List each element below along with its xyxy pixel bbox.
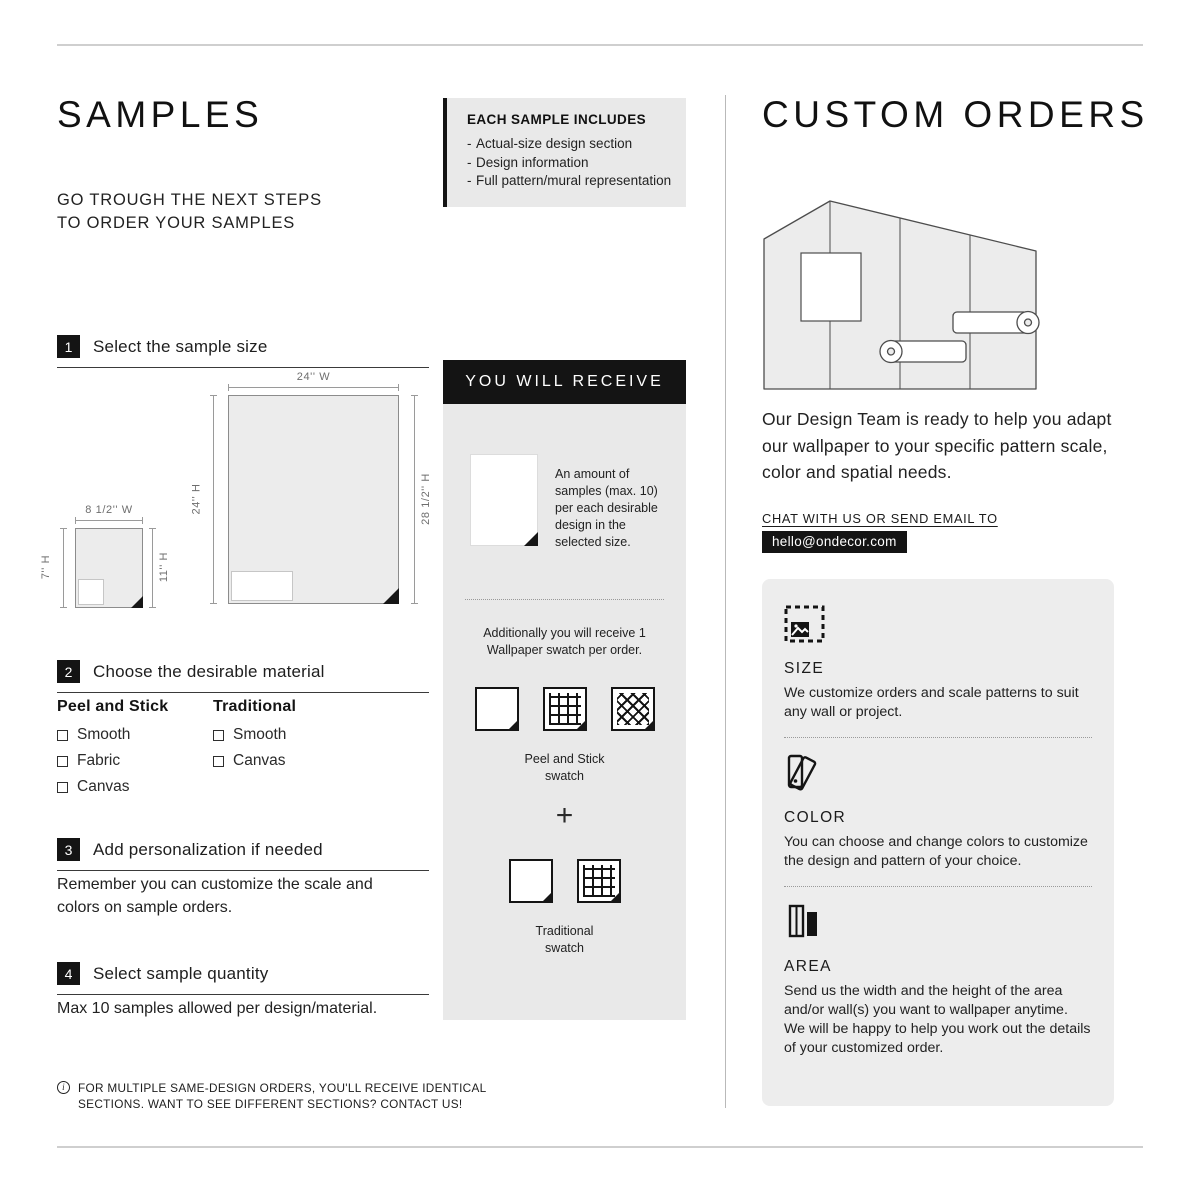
- traditional-swatch-row: [443, 859, 686, 903]
- step-2-label: Choose the desirable material: [93, 661, 325, 681]
- large-sample-right-dim-line: [414, 395, 415, 604]
- samples-title: SAMPLES: [57, 94, 264, 135]
- material-option-label: Canvas: [77, 778, 130, 795]
- large-sample-height-left-label: 24'' H: [190, 483, 203, 515]
- chat-with-us-label: CHAT WITH US OR SEND EMAIL TO: [762, 511, 998, 526]
- info-icon: i: [57, 1081, 70, 1094]
- checkbox-icon: [57, 756, 68, 767]
- swatch-plain-icon: [475, 687, 519, 731]
- material-column-title: Traditional: [213, 698, 297, 715]
- large-sample-height-right-label: 28 1/2'' H: [419, 473, 432, 525]
- step-3-description: Remember you can customize the scale and colors on sample orders.: [57, 876, 373, 916]
- small-sample-width-dim-line: [75, 520, 143, 521]
- step-4-label: Select sample quantity: [93, 963, 269, 983]
- footnote: [57, 1080, 517, 1112]
- feature-text: Send us the width and the height of the area and/or wall(s) you want to wallpaper anytime. We will be happy to help you work out the details of your customized order.: [784, 983, 1091, 1056]
- checkbox-icon: [213, 756, 224, 767]
- column-divider: [725, 95, 726, 1108]
- step-1-number: 1: [57, 335, 80, 358]
- swatch-grid-icon: [577, 859, 621, 903]
- checkbox-icon: [213, 730, 224, 741]
- step-2-number: 2: [57, 660, 80, 683]
- feature-area: [784, 901, 1092, 1058]
- material-option-label: Fabric: [77, 752, 121, 769]
- swatch-grid-icon: [543, 687, 587, 731]
- large-sample-inner-section: [231, 571, 293, 601]
- samples-amount-text: An amount of samples (max. 10) per each desirable design in the selected size.: [555, 467, 658, 549]
- material-option-label: Canvas: [233, 752, 286, 769]
- material-option-label: Smooth: [233, 726, 287, 743]
- step-4-description: Max 10 samples allowed per design/material.: [57, 1000, 378, 1017]
- feature-title: AREA: [784, 958, 832, 975]
- peel-and-stick-swatch-row: [443, 687, 686, 731]
- large-sample-left-dim-line: [213, 395, 214, 604]
- small-sample-height-right-label: 11'' H: [158, 551, 171, 583]
- receive-panel-header: YOU WILL RECEIVE: [443, 360, 686, 404]
- step-3-label: Add personalization if needed: [93, 839, 323, 859]
- material-option-fabric[interactable]: [57, 752, 168, 770]
- folded-corner-icon: [131, 596, 143, 608]
- material-option-smooth[interactable]: [213, 726, 296, 744]
- includes-item: - Full pattern/mural representation: [467, 172, 674, 191]
- plus-icon: +: [555, 799, 574, 832]
- large-sample-width-label: 24'' W: [296, 371, 331, 383]
- samples-subtitle-line2: TO ORDER YOUR SAMPLES: [57, 214, 296, 232]
- footnote-text: FOR MULTIPLE SAME-DESIGN ORDERS, YOU'LL RECEIVE IDENTICAL SECTIONS. WANT TO SEE DIFFERENT SECTIONS? CONTACT US!: [78, 1081, 487, 1111]
- step-1-header: [57, 335, 429, 368]
- material-option-canvas[interactable]: [57, 778, 168, 796]
- traditional-swatch-label: Traditional swatch: [535, 924, 594, 955]
- step-3-number: 3: [57, 838, 80, 861]
- material-option-label: Smooth: [77, 726, 131, 743]
- folded-corner-icon: [383, 588, 399, 604]
- custom-orders-intro: Our Design Team is ready to help you adapt our wallpaper to your specific pattern scale, color and spatial needs.: [762, 409, 1112, 482]
- you-will-receive-panel: [443, 360, 686, 1020]
- email-link[interactable]: hello@ondecor.com: [762, 531, 907, 553]
- material-column-traditional: [213, 698, 296, 778]
- includes-title: EACH SAMPLE INCLUDES: [467, 112, 647, 127]
- size-icon: [784, 605, 826, 643]
- feature-color: [784, 752, 1092, 871]
- samples-subtitle: [57, 189, 322, 235]
- step-1-label: Select the sample size: [93, 336, 268, 356]
- samples-subtitle-line1: GO TROUGH THE NEXT STEPS: [57, 191, 322, 209]
- small-sample-left-dim-line: [63, 528, 64, 608]
- area-icon: [784, 901, 824, 941]
- step-2-header: [57, 660, 429, 693]
- large-sample-rect: [228, 395, 399, 604]
- feature-text: You can choose and change colors to customize the design and pattern of your choice.: [784, 834, 1088, 869]
- dotted-divider: [784, 886, 1092, 887]
- folded-corner-icon: [507, 719, 519, 731]
- step-4-header: [57, 962, 429, 995]
- checkbox-icon: [57, 730, 68, 741]
- includes-item: - Actual-size design section: [467, 135, 674, 154]
- color-icon: [784, 752, 824, 792]
- small-sample-height-left-label: 7'' H: [40, 554, 53, 580]
- swatch-crosshatch-icon: [611, 687, 655, 731]
- folded-corner-icon: [643, 719, 655, 731]
- bottom-divider: [57, 1146, 1143, 1148]
- step-3-header: [57, 838, 429, 871]
- additional-swatch-text: Additionally you will receive 1 Wallpaper swatch per order.: [483, 626, 646, 657]
- small-sample-rect: [75, 528, 143, 608]
- folded-corner-icon: [541, 891, 553, 903]
- feature-text: We customize orders and scale patterns to suit any wall or project.: [784, 685, 1079, 720]
- checkbox-icon: [57, 782, 68, 793]
- wallpaper-wall-illustration: [760, 196, 1042, 394]
- sample-sheet-row: [443, 404, 686, 551]
- material-column-peel-and-stick: [57, 698, 168, 804]
- top-divider: [57, 44, 1143, 46]
- sample-sheet-icon: [470, 454, 538, 546]
- feature-size: [784, 605, 1092, 722]
- small-sample-inner-section: [78, 579, 104, 605]
- includes-item: - Design information: [467, 154, 674, 173]
- material-option-canvas[interactable]: [213, 752, 296, 770]
- peel-and-stick-swatch-label: Peel and Stick swatch: [524, 752, 605, 783]
- small-sample-width-label: 8 1/2'' W: [85, 504, 133, 516]
- dotted-divider: [784, 737, 1092, 738]
- folded-corner-icon: [524, 532, 538, 546]
- each-sample-includes-box: [443, 98, 686, 207]
- material-column-title: Peel and Stick: [57, 698, 169, 715]
- custom-orders-title: CUSTOM ORDERS: [762, 94, 1149, 135]
- custom-order-features-panel: [762, 579, 1114, 1106]
- step-4-number: 4: [57, 962, 80, 985]
- small-sample-right-dim-line: [152, 528, 153, 608]
- feature-title: COLOR: [784, 809, 847, 826]
- material-option-smooth[interactable]: [57, 726, 168, 744]
- dotted-divider: [465, 599, 664, 600]
- large-sample-width-dim-line: [228, 387, 399, 388]
- swatch-plain-icon: [509, 859, 553, 903]
- folded-corner-icon: [609, 891, 621, 903]
- folded-corner-icon: [575, 719, 587, 731]
- feature-title: SIZE: [784, 660, 825, 677]
